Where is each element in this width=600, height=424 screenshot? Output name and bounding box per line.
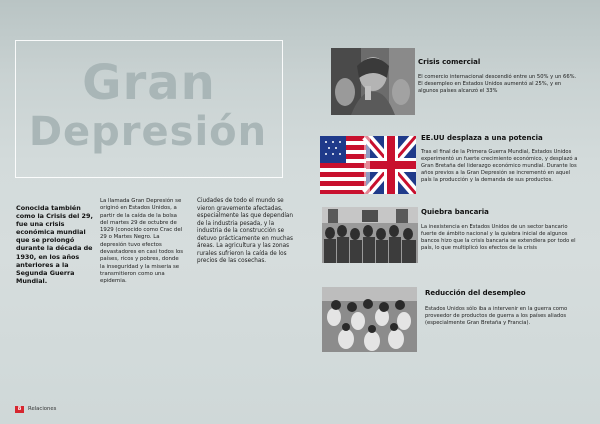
page-number: 8 <box>15 406 24 413</box>
section-text-reduccion-desempleo: Estados Unidos sólo iba a intervenir en la guerra como proveedor de productos de guerra a los países aliados (especialmente Gran Bretaña y Francia). <box>425 306 568 327</box>
title-line-2: Depresión <box>28 109 268 155</box>
title-box <box>15 40 283 178</box>
footer-section-label: Relaciones <box>28 406 57 412</box>
unemployment-crowd-photo <box>322 287 417 352</box>
page-footer <box>15 405 56 413</box>
section-text-quiebra-bancaria: La inexistencia en Estados Unidos de un sector bancario fuerte de ámbito nacional y la quiebra inicial de algunos bancos hizo que la crisis bancaria se extendiera por todo el país, lo que multiplicó los efectos de la crisis <box>421 224 576 252</box>
section-title-quiebra-bancaria: Quiebra bancaria <box>421 208 489 216</box>
us-uk-flags-image <box>320 136 416 194</box>
section-title-eeuu: EE.UU desplaza a una potencia <box>421 134 543 142</box>
body-column-2: La llamada Gran Depresión se originó en Estados Unidos, a partir de la caída de la bolsa del martes 29 de octubre de 1929 (conocido como Crac del 29 o Martes Negro. La depresión tuvo efectos devastadores en casi todos los países, ricos y pobres, donde la inseguridad y la miseria se transmitieron como una epidemia. <box>100 198 184 285</box>
bank-crowd-photo <box>322 207 418 263</box>
title-line-1: Gran <box>82 55 216 111</box>
body-column-3: Ciudades de todo el mundo se vieron gravemente afectadas, especialmente las que dependían de la industria pesada, y la industria de la construcción se detuvo prácticamente en muchas áreas. La agricultura y las zonas rurales sufrieron la caída de los precios de las cosechas. <box>197 198 293 264</box>
migrant-mother-photo <box>331 48 415 115</box>
section-title-crisis-comercial: Crisis comercial <box>418 58 481 66</box>
section-text-crisis-comercial: El comercio internacional descendió entre un 50% y un 66%. El desempleo en Estados Unidos aumentó al 25%, y en algunos países alcanzó el 33% <box>418 74 577 95</box>
intro-text: Conocida también como la Crisis del 29, fue una crisis económica mundial que se prolongó durante la década de 1930, en los años anteriores a la Segunda Guerra Mundial. <box>16 204 93 285</box>
section-text-eeuu: Tras el final de la Primera Guerra Mundial, Estados Unidos experimentó un fuerte crecimiento económico, y desplazó a Gran Bretaña del liderazgo económico mundial. Durante los años previos a la Gran Depresión se incrementó en aquel país la producción y la demanda de sus productos. <box>421 149 578 184</box>
section-title-reduccion-desempleo: Reducción del desempleo <box>425 289 526 297</box>
